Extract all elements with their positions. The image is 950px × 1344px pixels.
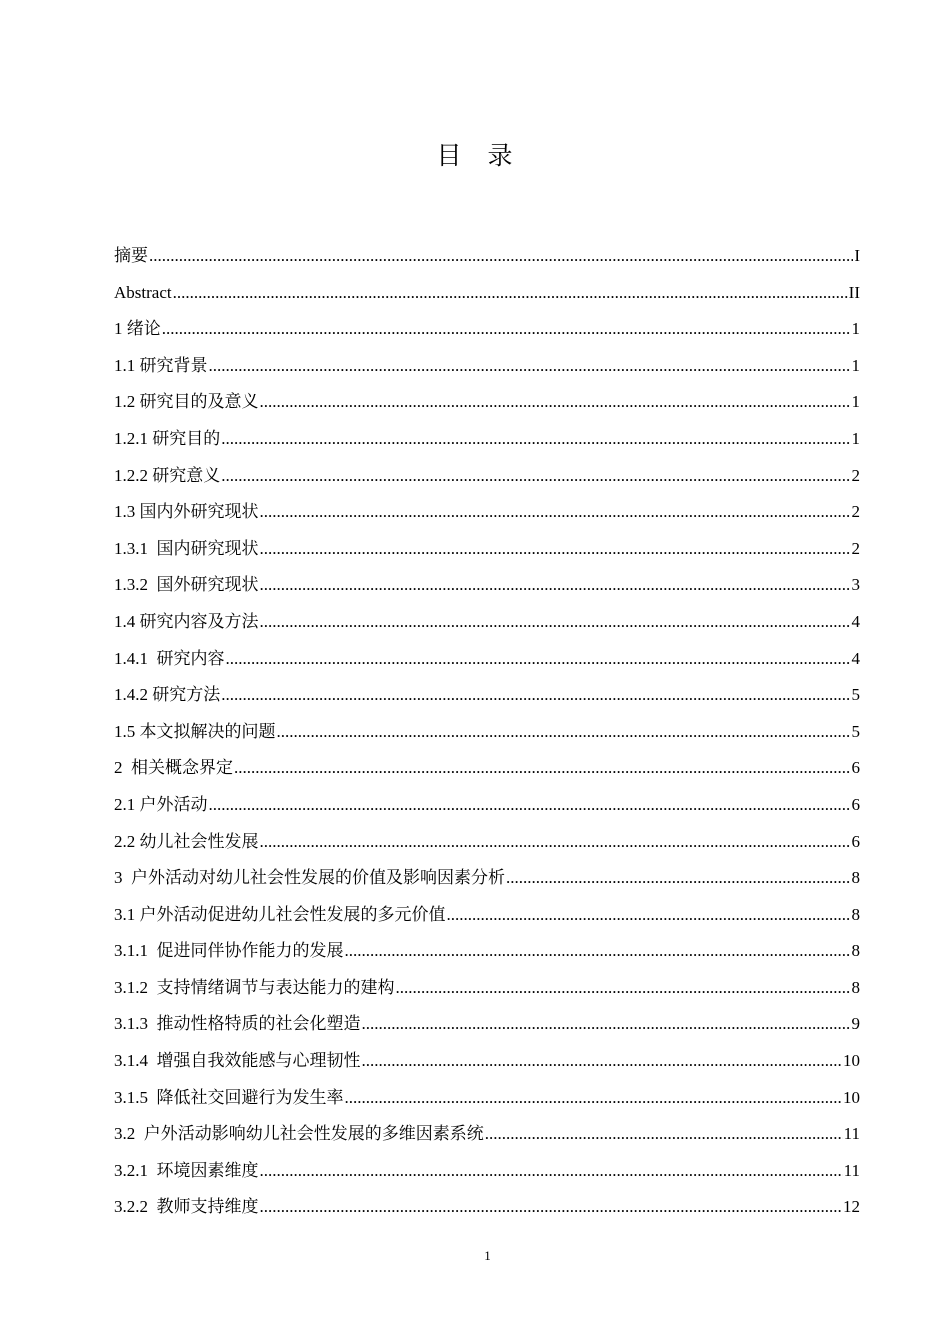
toc-entry[interactable]: [114, 787, 860, 824]
toc-leader-dots: [260, 567, 851, 604]
toc-leader-dots: [396, 970, 851, 1007]
toc-entry-label: 3.1.2 支持情绪调节与表达能力的建构: [114, 977, 395, 997]
toc-entry-label: 1 绪论: [114, 319, 161, 339]
toc-entry-label: 3.1.3 推动性格特质的社会化塑造: [114, 1014, 361, 1034]
toc-leader-dots: [345, 933, 851, 970]
toc-entry[interactable]: [114, 1006, 860, 1043]
toc-leader-dots: [209, 348, 851, 385]
toc-entry-label: 3.2 户外活动影响幼儿社会性发展的多维因素系统: [114, 1124, 484, 1144]
toc-entry[interactable]: [114, 1153, 860, 1190]
toc-entry-page: 2: [851, 538, 860, 558]
toc-entry-page: II: [848, 282, 860, 302]
toc-leader-dots: [506, 860, 851, 897]
toc-entry[interactable]: [114, 824, 860, 861]
toc-entry-label: 1.2 研究目的及意义: [114, 392, 259, 412]
toc-entry[interactable]: [114, 897, 860, 934]
toc-leader-dots: [260, 1153, 843, 1190]
toc-leader-dots: [260, 604, 851, 641]
toc-entry-page: 6: [851, 831, 860, 851]
toc-entry[interactable]: [114, 933, 860, 970]
toc-entry-page: 8: [851, 941, 860, 961]
toc-entry-page: 5: [851, 685, 860, 705]
toc-entry[interactable]: [114, 384, 860, 421]
toc-entry-label: 1.3.2 国外研究现状: [114, 575, 259, 595]
toc-entry-page: 6: [851, 794, 860, 814]
toc-entry-label: 3.1.4 增强自我效能感与心理韧性: [114, 1051, 361, 1071]
toc-entry-label: 2.2 幼儿社会性发展: [114, 831, 259, 851]
toc-entry-label: 3.2.1 环境因素维度: [114, 1160, 259, 1180]
toc-entry-page: 12: [843, 1197, 860, 1217]
toc-entry[interactable]: [114, 531, 860, 568]
toc-leader-dots: [162, 311, 851, 348]
toc-entry[interactable]: [114, 677, 860, 714]
toc-entry-label: 3.1 户外活动促进幼儿社会性发展的多元价值: [114, 904, 446, 924]
toc-leader-dots: [209, 787, 851, 824]
toc-leader-dots: [345, 1080, 843, 1117]
toc-entry-page: 8: [851, 904, 860, 924]
toc-entry[interactable]: [114, 750, 860, 787]
toc-entry-label: 1.4.2 研究方法: [114, 685, 221, 705]
toc-entry[interactable]: [114, 348, 860, 385]
toc-entry[interactable]: [114, 860, 860, 897]
toc-entry[interactable]: [114, 494, 860, 531]
toc-entry-page: 4: [851, 648, 860, 668]
page-title: 目录: [436, 140, 539, 170]
toc-entry-label: 3.1.5 降低社交回避行为发生率: [114, 1087, 344, 1107]
toc-entry[interactable]: [114, 714, 860, 751]
toc-entry-page: 9: [851, 1014, 860, 1034]
toc-entry[interactable]: [114, 238, 860, 275]
toc-entry-page: 1: [851, 355, 860, 375]
toc-entry-page: 5: [851, 721, 860, 741]
toc-entry[interactable]: [114, 311, 860, 348]
toc-leader-dots: [277, 714, 851, 751]
toc-entry-label: 1.2.1 研究目的: [114, 428, 221, 448]
toc-leader-dots: [260, 531, 851, 568]
toc-entry-label: 1.3 国内外研究现状: [114, 502, 259, 522]
toc-entry-page: 11: [843, 1124, 860, 1144]
toc-leader-dots: [221, 677, 850, 714]
toc-entry-label: 2 相关概念界定: [114, 758, 233, 778]
toc-entry-page: 10: [843, 1087, 860, 1107]
toc-entry-page: 1: [851, 319, 860, 339]
toc-entry[interactable]: [114, 1116, 860, 1153]
toc-entry-label: 1.2.2 研究意义: [114, 465, 221, 485]
toc-entry[interactable]: [114, 1080, 860, 1117]
toc-entry[interactable]: [114, 567, 860, 604]
toc-entry-page: 4: [851, 611, 860, 631]
toc-leader-dots: [260, 494, 851, 531]
toc-entry-label: 1.1 研究背景: [114, 355, 208, 375]
toc-entry[interactable]: [114, 641, 860, 678]
toc-entry[interactable]: [114, 1189, 860, 1226]
toc-entry-label: 摘要: [114, 246, 148, 265]
toc-entry-label: 1.4 研究内容及方法: [114, 611, 259, 631]
toc-entry[interactable]: [114, 458, 860, 495]
toc-entry[interactable]: [114, 275, 860, 312]
toc-leader-dots: [173, 275, 848, 312]
toc-entry-page: 11: [843, 1160, 860, 1180]
toc-entry-page: 6: [851, 758, 860, 778]
toc-entry-label: 3 户外活动对幼儿社会性发展的价值及影响因素分析: [114, 868, 505, 888]
toc-entry[interactable]: [114, 970, 860, 1007]
toc-leader-dots: [226, 641, 851, 678]
toc-entry[interactable]: [114, 421, 860, 458]
toc-entry-label: 1.5 本文拟解决的问题: [114, 721, 276, 741]
toc-entry-label: 3.2.2 教师支持维度: [114, 1197, 259, 1217]
toc-entry-page: 1: [851, 428, 860, 448]
toc-entry-page: 8: [851, 868, 860, 888]
toc-entry-label: 1.4.1 研究内容: [114, 648, 225, 668]
toc-leader-dots: [221, 421, 850, 458]
toc-entry-label: 3.1.1 促进同伴协作能力的发展: [114, 941, 344, 961]
toc-leader-dots: [362, 1006, 851, 1043]
toc-entry-label: 2.1 户外活动: [114, 794, 208, 814]
toc-entry-page: 2: [851, 465, 860, 485]
toc-leader-dots: [362, 1043, 843, 1080]
toc-leader-dots: [485, 1116, 843, 1153]
toc-leader-dots: [221, 458, 850, 495]
page-number: 1: [484, 1248, 491, 1263]
toc-entry-page: 10: [843, 1051, 860, 1071]
toc-leader-dots: [149, 238, 853, 275]
toc-leader-dots: [260, 1189, 843, 1226]
toc-leader-dots: [260, 824, 851, 861]
toc-entry-page: 2: [851, 502, 860, 522]
table-of-contents: [114, 238, 860, 1226]
toc-entry[interactable]: [114, 604, 860, 641]
toc-entry[interactable]: [114, 1043, 860, 1080]
toc-entry-label: Abstract: [114, 282, 172, 302]
toc-entry-page: I: [854, 246, 860, 265]
toc-entry-page: 3: [851, 575, 860, 595]
toc-leader-dots: [447, 897, 851, 934]
toc-entry-label: 1.3.1 国内研究现状: [114, 538, 259, 558]
toc-entry-page: 1: [851, 392, 860, 412]
toc-leader-dots: [234, 750, 851, 787]
toc-entry-page: 8: [851, 977, 860, 997]
toc-leader-dots: [260, 384, 851, 421]
